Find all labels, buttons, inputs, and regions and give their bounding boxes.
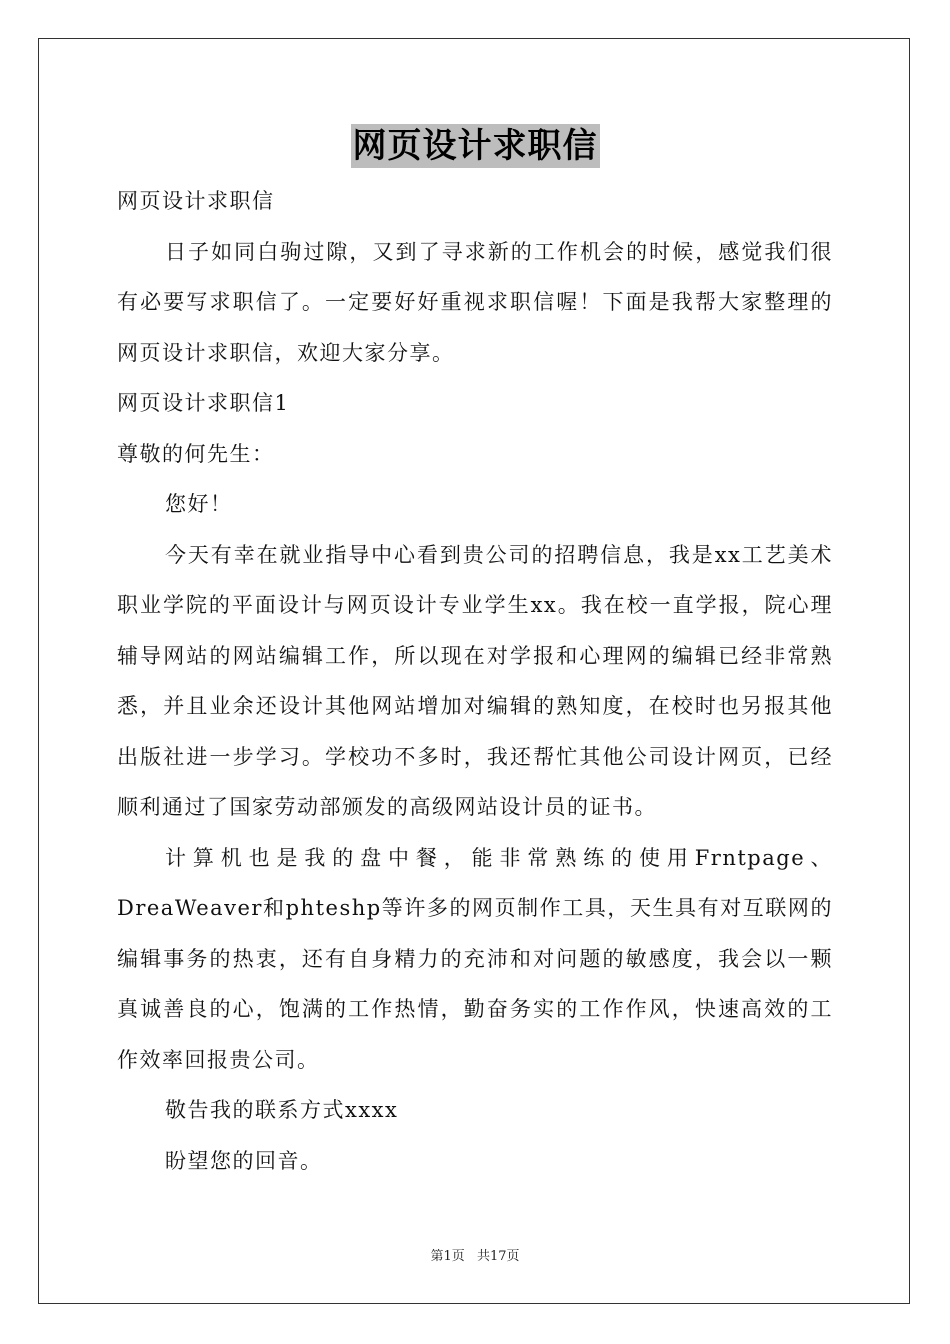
paragraph-closing: 盼望您的回音。 <box>165 1148 323 1173</box>
paragraph-subheading: 网页设计求职信1 <box>117 391 290 415</box>
page-total: 共17页 <box>476 1249 520 1264</box>
paragraph-contact: 敬告我的联系方式xxxx <box>165 1098 399 1122</box>
page-number: 第1页 <box>430 1249 465 1264</box>
paragraph-body-2: 计算机也是我的盘中餐，能非常熟练的使用Frntpage、DreaWeaver和phteshp等许多的网页制作工具，天生具有对互联网的编辑事务的热衷，还有自身精力的充沛和对问题的敏感度，我会以一颗真诚善良的心，饱满的工作热情，勤奋务实的工作作风，快速高效的工作效率回报贵公司。 <box>117 845 833 1072</box>
paragraph-heading: 网页设计求职信 <box>117 189 275 213</box>
page-footer <box>0 1245 950 1264</box>
paragraph-salutation: 尊敬的何先生： <box>117 441 275 466</box>
paragraph-body-1: 今天有幸在就业指导中心看到贵公司的招聘信息，我是xx工艺美术职业学院的平面设计与网页设计专业学生xx。我在校一直学报，院心理辅导网站的网站编辑工作，所以现在对学报和心理网的编辑已经非常熟悉，并且业余还设计其他网站增加对编辑的熟知度，在校时也另报其他出版社进一步学习。学校功不多时，我还帮忙其他公司设计网页，已经顺利通过了国家劳动部颁发的高级网站设计员的证书。 <box>117 542 833 819</box>
title-container <box>0 124 950 168</box>
paragraph-intro: 日子如同白驹过隙，又到了寻求新的工作机会的时候，感觉我们很有必要写求职信了。一定要好好重视求职信喔！下面是我帮大家整理的网页设计求职信，欢迎大家分享。 <box>117 239 833 365</box>
paragraph-greeting: 您好！ <box>165 492 233 516</box>
document-title: 网页设计求职信 <box>352 126 598 166</box>
document-body <box>117 176 833 1186</box>
